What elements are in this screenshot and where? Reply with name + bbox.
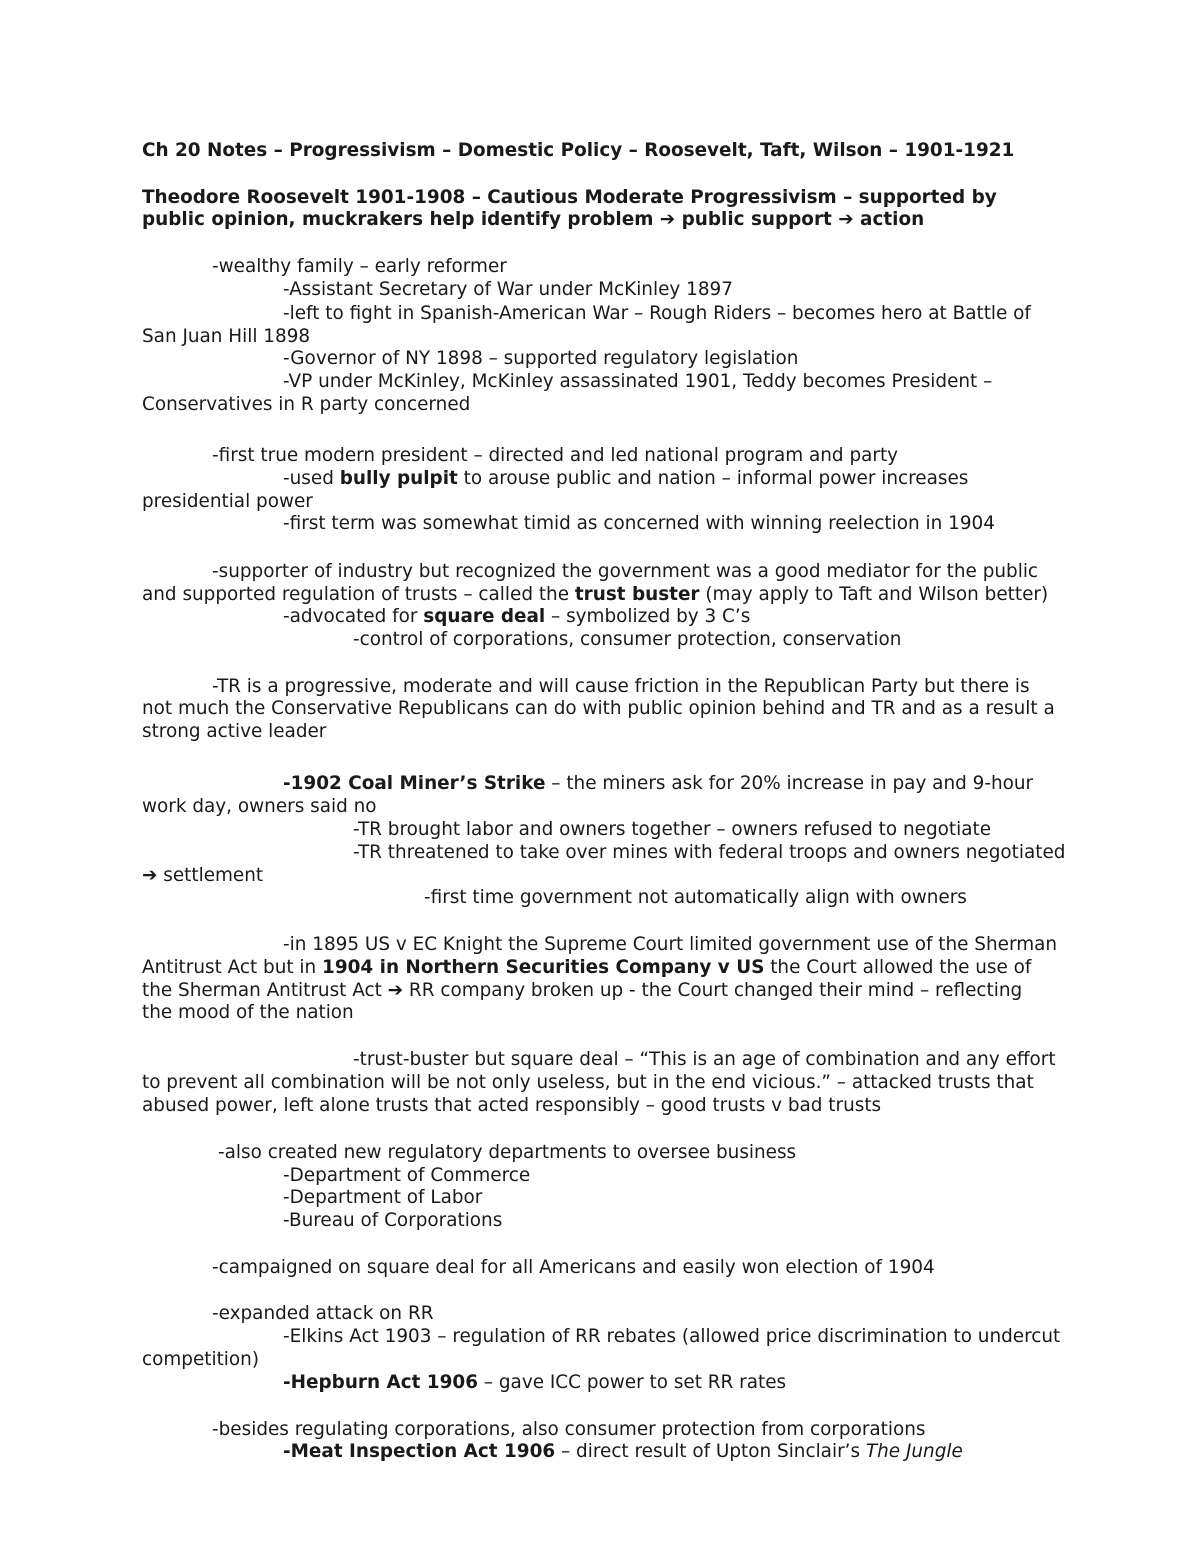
note-line: San Juan Hill 1898 — [142, 326, 311, 347]
note-line: work day, owners said no — [142, 796, 377, 817]
page-title: Ch 20 Notes – Progressivism – Domestic Policy – Roosevelt, Taft, Wilson – 1901-1921 — [142, 140, 1015, 161]
note-line: -in 1895 US v EC Knight the Supreme Court limited government use of the Sherman — [283, 934, 1058, 955]
section-heading-line2: public opinion, muckrakers help identify problem ➔ public support ➔ action — [142, 209, 925, 230]
note-line: -Hepburn Act 1906 – gave ICC power to set RR rates — [283, 1372, 787, 1393]
note-line: and supported regulation of trusts – called the trust buster (may apply to Taft and Wilson better) — [142, 584, 1049, 605]
note-line: -VP under McKinley, McKinley assassinated 1901, Teddy becomes President – — [283, 371, 993, 392]
note-line: to prevent all combination will be not only useless, but in the end vicious.” – attacked trusts that — [142, 1072, 1034, 1093]
note-line: -expanded attack on RR — [212, 1303, 434, 1324]
note-line: -TR brought labor and owners together – owners refused to negotiate — [353, 819, 992, 840]
note-line: -Bureau of Corporations — [283, 1210, 503, 1231]
note-line: -TR threatened to take over mines with federal troops and owners negotiated — [353, 842, 1066, 863]
note-line: -Meat Inspection Act 1906 – direct result of Upton Sinclair’s The Jungle — [283, 1441, 963, 1462]
note-line: -1902 Coal Miner’s Strike – the miners ask for 20% increase in pay and 9-hour — [283, 773, 1034, 794]
arrow-icon: ➔ — [838, 209, 854, 230]
note-line: presidential power — [142, 491, 313, 512]
note-line: -Elkins Act 1903 – regulation of RR rebates (allowed price discrimination to undercut — [283, 1326, 1061, 1347]
note-line: Antitrust Act but in 1904 in Northern Securities Company v US the Court allowed the use of — [142, 957, 1032, 978]
note-line: -trust-buster but square deal – “This is an age of combination and any effort — [353, 1049, 1056, 1070]
note-line: -control of corporations, consumer protection, conservation — [353, 629, 902, 650]
note-line: the Sherman Antitrust Act ➔ RR company broken up - the Court changed their mind – reflecting — [142, 980, 1023, 1001]
note-line: -Assistant Secretary of War under McKinley 1897 — [283, 279, 733, 300]
arrow-icon: ➔ — [387, 980, 404, 1001]
note-line: Conservatives in R party concerned — [142, 394, 471, 415]
note-line: -first time government not automatically align with owners — [424, 887, 967, 908]
note-line: -Department of Commerce — [283, 1165, 531, 1186]
note-line: -supporter of industry but recognized the government was a good mediator for the public — [212, 561, 1039, 582]
note-line: ➔ settlement — [142, 865, 264, 886]
note-line: -besides regulating corporations, also consumer protection from corporations — [212, 1419, 926, 1440]
note-line: strong active leader — [142, 721, 327, 742]
note-line: -first true modern president – directed and led national program and party — [212, 445, 899, 466]
section-heading-line1: Theodore Roosevelt 1901-1908 – Cautious Moderate Progressivism – supported by — [142, 187, 997, 208]
note-line: -left to fight in Spanish-American War – Rough Riders – becomes hero at Battle of — [283, 303, 1031, 324]
note-line: -campaigned on square deal for all Americans and easily won election of 1904 — [212, 1257, 935, 1278]
note-line: not much the Conservative Republicans can do with public opinion behind and TR and as a result a — [142, 698, 1055, 719]
note-line: -advocated for square deal – symbolized by 3 C’s — [283, 606, 751, 627]
note-line: -Department of Labor — [283, 1187, 483, 1208]
arrow-icon: ➔ — [142, 865, 158, 886]
note-line: -also created new regulatory departments to oversee business — [218, 1142, 797, 1163]
note-line: -wealthy family – early reformer — [212, 256, 507, 277]
note-line: abused power, left alone trusts that acted responsibly – good trusts v bad trusts — [142, 1095, 882, 1116]
note-line: -Governor of NY 1898 – supported regulatory legislation — [283, 348, 799, 369]
arrow-icon: ➔ — [659, 209, 676, 230]
note-line: the mood of the nation — [142, 1002, 354, 1023]
note-line: competition) — [142, 1349, 259, 1370]
note-line: -first term was somewhat timid as concerned with winning reelection in 1904 — [283, 513, 995, 534]
note-line: -used bully pulpit to arouse public and nation – informal power increases — [283, 468, 969, 489]
note-line: -TR is a progressive, moderate and will cause friction in the Republican Party but there is — [212, 676, 1030, 697]
